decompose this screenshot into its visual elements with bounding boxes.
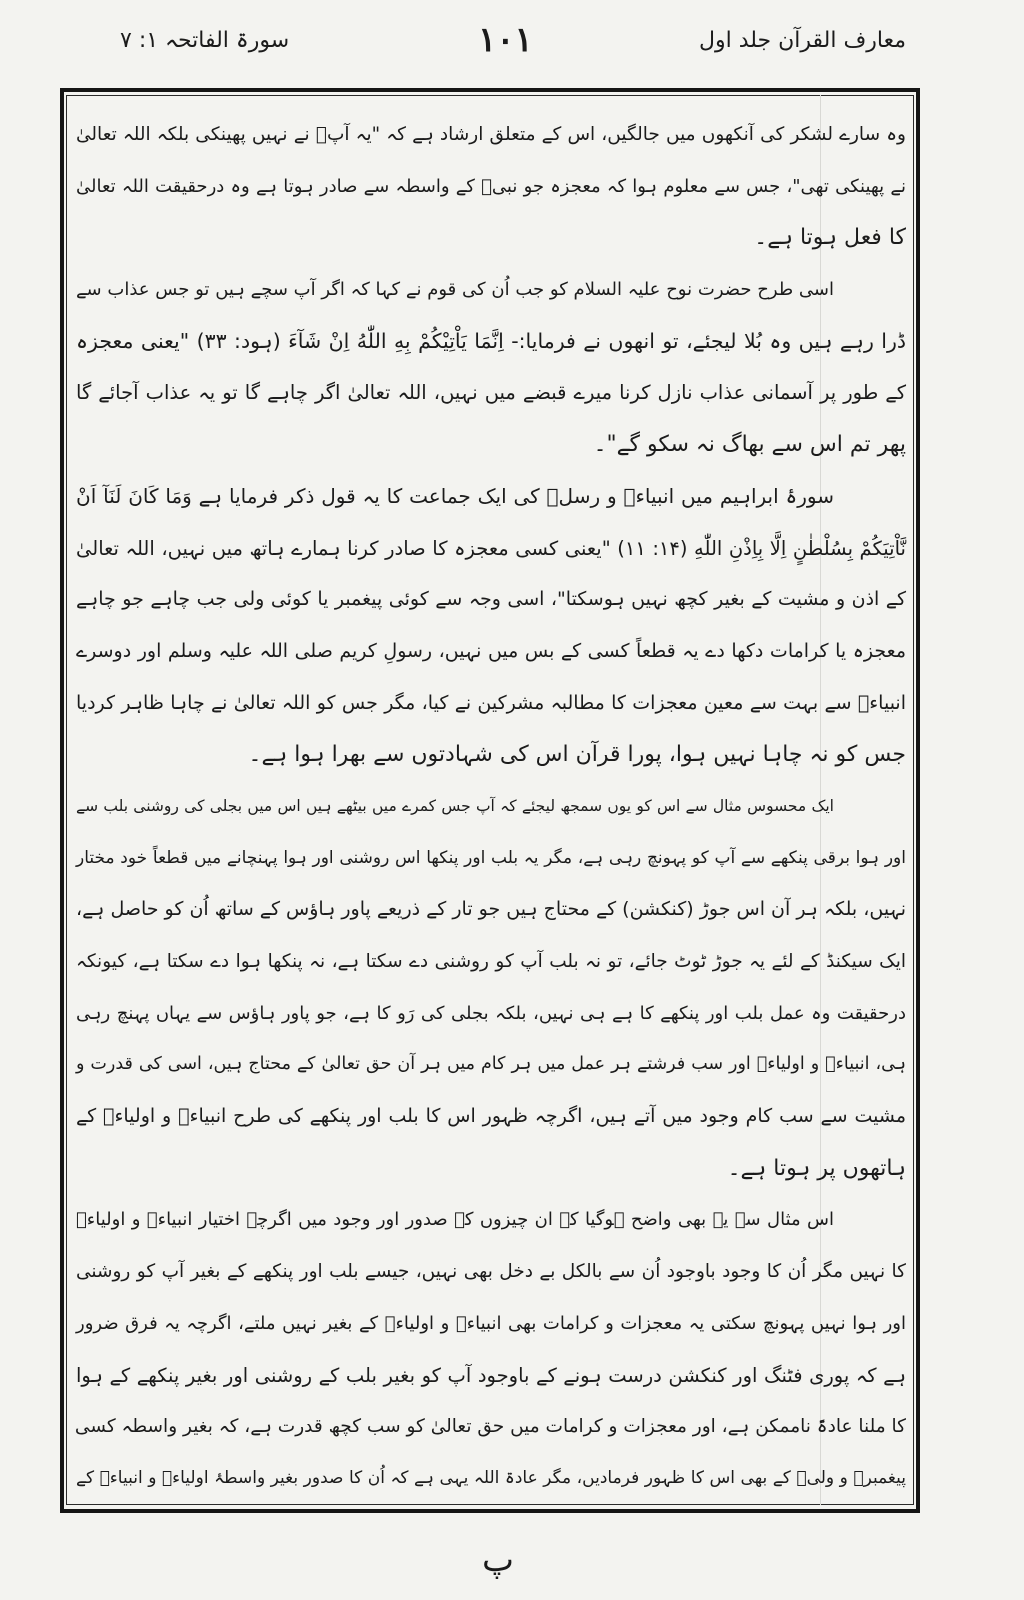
text-line: پھر تم اس سے بھاگ نہ سکو گے"۔ [593, 432, 906, 458]
signature-mark: پ [482, 1540, 515, 1580]
text-line: ایک سیکنڈ کے لئے یہ جوڑ ٹوٹ جائے، تو نہ بلب آپ کو روشنی دے سکتا ہے، نہ پنکھا ہوا دے سکتا ہے، کیونکہ [76, 951, 906, 972]
text-line: کا ملنا عادۃً ناممکن ہے، اور معجزات و کرامات میں حق تعالیٰ کو سب کچھ قدرت ہے، کہ بغیر واسطہ کسی [74, 1416, 906, 1438]
text-line: اس مثال سے یہ بھی واضح ہوگیا کہ ان چیزوں کے صدور اور وجود میں اگرچہ اختیار انبیاءؑ و اولیاءؒ [76, 1209, 834, 1231]
text-line: وہ سارے لشکر کی آنکھوں میں جالگیں، اس کے متعلق ارشاد ہے کہ "یہ آپؐ نے نہیں پھینکی بلکہ اللہ تعالیٰ [76, 124, 906, 145]
text-line: سورۂ ابراہیم میں انبیاءؑ و رسلؑ کی ایک جماعت کا یہ قول ذکر فرمایا ہے وَمَا كَانَ لَنَآ اَنْ [76, 483, 834, 508]
text-line: نے پھینکی تھی"، جس سے معلوم ہوا کہ معجزہ جو نبیؑ کے واسطہ سے صادر ہوتا ہے وہ درحقیقت اللہ تعالیٰ [76, 175, 906, 197]
text-line: اسی طرح حضرت نوح علیہ السلام کو جب اُن کی قوم نے کہا کہ اگر آپ سچے ہیں تو جس عذاب سے [76, 279, 834, 301]
text-line: ایک محسوس مثال سے اس کو یوں سمجھ لیجئے کہ آپ جس کمرے میں بیٹھے ہیں اس میں بجلی کی روشنی بلب سے [76, 796, 834, 815]
text-line: ہاتھوں پر ہوتا ہے۔ [727, 1155, 906, 1181]
text-line: اور ہوا برقی پنکھے سے آپ کو پہونچ رہی ہے، مگر یہ بلب اور پنکھا اس روشنی اور ہوا پہنچانے میں قطعاً خود مختار [76, 847, 906, 868]
text-line: کے طور پر آسمانی عذاب نازل کرنا میرے قبضے میں نہیں، اللہ تعالیٰ اگر چاہے گا تو یہ عذاب آجائے گا [76, 381, 906, 405]
text-line: ہی، انبیاءؑ و اولیاءؒ اور سب فرشتے ہر عمل میں ہر کام میں ہر آن حق تعالیٰ کے محتاج ہیں، اسی کی قدرت و [76, 1054, 906, 1075]
text-line: کے اذن و مشیت کے بغیر کچھ نہیں ہوسکتا"، اسی وجہ سے کوئی پیغمبر یا کوئی ولی جب چاہے جو چاہے [76, 588, 906, 611]
page-body-text [76, 109, 906, 1505]
text-line: پیغمبرؑ و ولیؒ کے بھی اس کا ظہور فرمادیں، مگر عادۃ اللہ یہی ہے کہ اُن کا صدور بغیر واسطۂ اولیاءؒ و انبیاءؑ کے [76, 1467, 906, 1488]
text-line: اور ہوا نہیں پہونچ سکتی یہ معجزات و کرامات بھی انبیاءؑ و اولیاءؒ کے بغیر نہیں ملتے، اگرچہ یہ فرق ضرور [76, 1312, 906, 1334]
book-title: معارف القرآن جلد اول [698, 28, 906, 53]
text-line: نہیں، بلکہ ہر آن اس جوڑ (کنکشن) کے محتاج ہیں جو تار کے ذریعے پاور ہاؤس کے ساتھ اُن کو حاصل ہے، [76, 898, 906, 921]
text-line: ہے کہ پوری فٹنگ اور کنکشن درست ہونے کے باوجود آپ کو بغیر بلب کے روشنی اور بغیر پنکھے کے ہوا [76, 1363, 906, 1387]
text-line: ڈرا رہے ہیں وہ بُلا لیجئے، تو انھوں نے فرمایا:- اِنَّمَا یَاْتِیْکُمْ بِهِ اللّٰهُ اِنْ شَآءَ (ہود: ۳۳) "یعنی معجزہ [76, 328, 906, 353]
text-line: کا فعل ہوتا ہے۔ [754, 225, 906, 251]
text-line: نَّاْتِيَكُمْ بِسُلْطٰنٍ اِلَّا بِاِذْنِ اللّٰهِ (۱۴: ۱۱) "یعنی کسی معجزہ کا صادر کرنا ہمارے ہاتھ میں نہیں، اللہ تعالیٰ [76, 536, 906, 560]
text-line: مشیت سے سب کام وجود میں آتے ہیں، اگرچہ ظہور اس کا بلب اور پنکھے کی طرح انبیاءؑ و اولیاءؒ کے [76, 1105, 906, 1128]
page-number: ١٠١ [478, 20, 533, 60]
surah-reference: سورۃ الفاتحہ ۱: ۷ [120, 28, 290, 53]
text-line: درحقیقت وہ عمل بلب اور پنکھے کا ہے ہی نہیں، بلکہ بجلی کی رَو کا ہے، جو پاور ہاؤس سے یہاں پہنچ رہی [76, 1002, 906, 1024]
text-line: جس کو نہ چاہا نہیں ہوا، پورا قرآن اس کی شہادتوں سے بھرا ہوا ہے۔ [248, 742, 906, 768]
text-line: کا نہیں مگر اُن کا وجود باوجود اُن سے بالکل بے دخل بھی نہیں، جیسے بلب اور پنکھے کے بغیر آپ کو روشنی [76, 1261, 906, 1283]
text-line: معجزہ یا کرامات دکھا دے یہ قطعاً کسی کے بس میں نہیں، رسولِ کریم صلی اللہ علیہ وسلم اور دوسرے [76, 639, 906, 662]
text-line: انبیاءؑ سے بہت سے معین معجزات کا مطالبہ مشرکین نے کیا، مگر جس کو اللہ تعالیٰ نے چاہا ظاہر کردیا [76, 691, 906, 714]
